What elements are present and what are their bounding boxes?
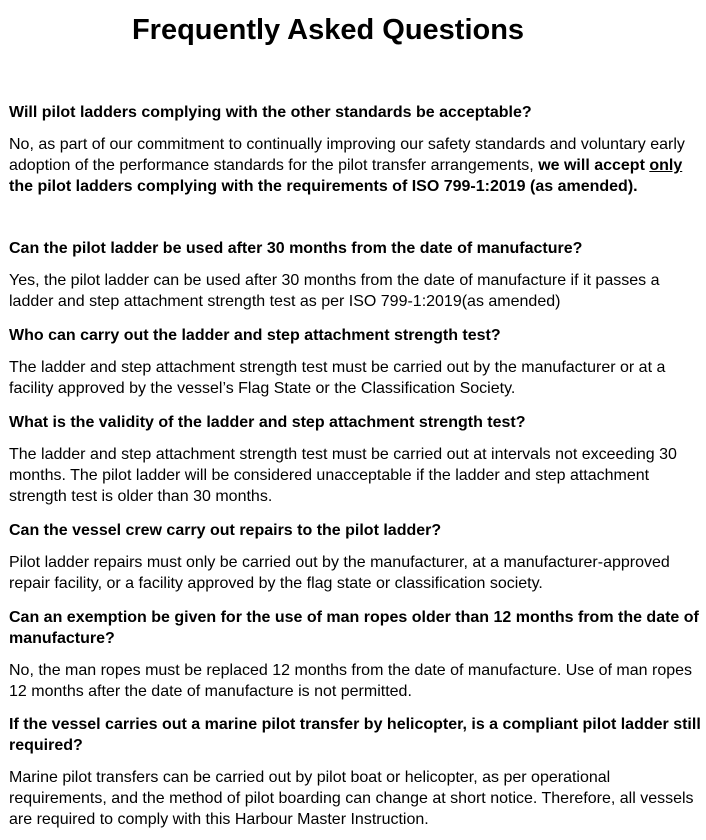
- faq-item: [9, 520, 702, 594]
- answer-bold-text-end: the pilot ladders complying with the requirements of ISO 799-1:2019 (as amended).: [9, 178, 638, 195]
- faq-question: Will pilot ladders complying with the other standards be acceptable?: [9, 104, 532, 121]
- faq-answer: No, the man ropes must be replaced 12 months from the date of manufacture. Use of man ropes 12 months after the date of manufacture is not permitted.: [9, 662, 693, 700]
- answer-underlined-text: only: [649, 157, 683, 174]
- faq-question: Can the pilot ladder be used after 30 months from the date of manufacture?: [9, 240, 583, 257]
- faq-answer: The ladder and step attachment strength test must be carried out at intervals not exceeding 30 months. The pilot ladder will be considered unacceptable if the ladder and step attachment strength test is older than 30 months.: [9, 446, 677, 505]
- faq-question: Can an exemption be given for the use of man ropes older than 12 months from the date of manufacture?: [9, 609, 699, 647]
- faq-answer: Pilot ladder repairs must only be carried out by the manufacturer, at a manufacturer-approved repair facility, or a facility approved by the flag state or classification society.: [9, 554, 670, 592]
- answer-text: No, as part of our commitment to continually improving our safety standards and voluntary early adoption of the performance standards for the pilot transfer arrangements,: [9, 136, 685, 174]
- faq-answer: Yes, the pilot ladder can be used after 30 months from the date of manufacture if it passes a ladder and step attachment strength test as per ISO 799-1:2019(as amended): [9, 272, 660, 310]
- faq-answer: The ladder and step attachment strength test must be carried out by the manufacturer or at a facility approved by the vessel’s Flag State or the Classification Society.: [9, 359, 666, 397]
- faq-item: [9, 607, 702, 702]
- faq-question: Can the vessel crew carry out repairs to the pilot ladder?: [9, 522, 442, 539]
- faq-answer: [9, 134, 702, 197]
- answer-bold-text: we will accept: [538, 157, 650, 174]
- faq-question: If the vessel carries out a marine pilot transfer by helicopter, is a compliant pilot ladder still required?: [9, 716, 701, 754]
- faq-item: [9, 238, 702, 312]
- faq-item: [9, 102, 702, 197]
- faq-question: What is the validity of the ladder and step attachment strength test?: [9, 414, 526, 431]
- faq-question: Who can carry out the ladder and step attachment strength test?: [9, 327, 501, 344]
- faq-item: [9, 714, 702, 830]
- page-title: Frequently Asked Questions: [131, 14, 525, 46]
- faq-item: [9, 412, 702, 507]
- faq-item: [9, 325, 702, 399]
- faq-answer: Marine pilot transfers can be carried out by pilot boat or helicopter, as per operational requirements, and the method of pilot boarding can change at short notice. Therefore, all vessels are required to comply with this Harbour Master Instruction.: [9, 769, 694, 828]
